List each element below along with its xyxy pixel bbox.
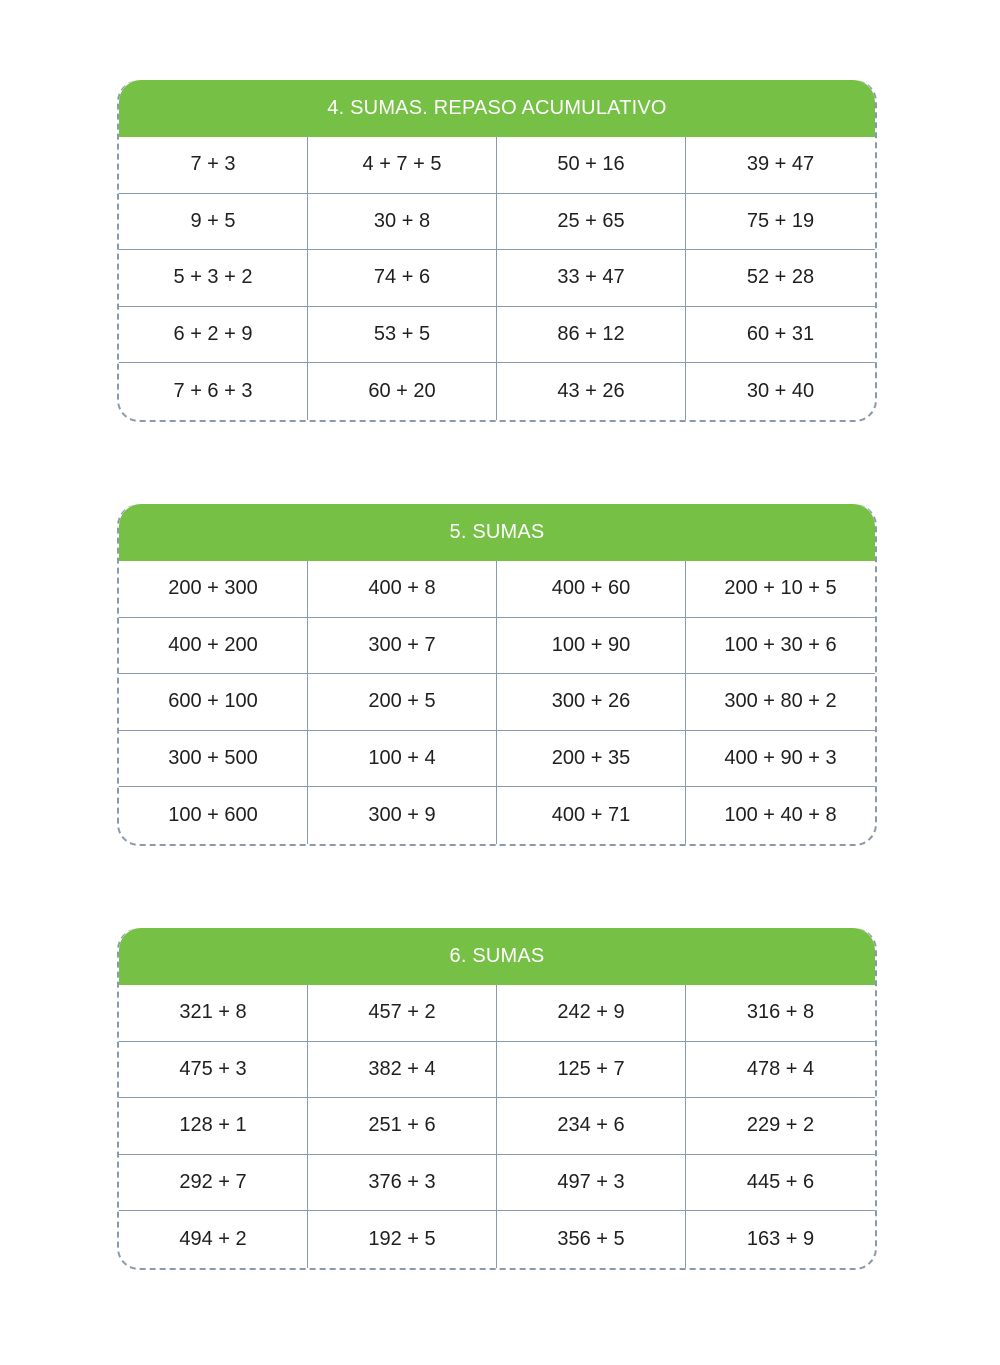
sum-cell: 400 + 60 (497, 561, 686, 618)
sum-cell: 300 + 9 (308, 787, 497, 844)
sum-cell: 497 + 3 (497, 1155, 686, 1212)
sum-cell: 30 + 40 (746, 380, 815, 403)
sum-cell: 300 + 26 (497, 674, 686, 731)
sum-cell: 229 + 2 (686, 1098, 875, 1155)
sum-cell: 100 + 4 (308, 731, 497, 788)
sum-cell: 292 + 7 (119, 1155, 308, 1212)
sum-cell: 5 + 3 + 2 (119, 250, 308, 307)
sum-cell: 242 + 9 (497, 985, 686, 1042)
sum-cell: 33 + 47 (497, 250, 686, 307)
sum-cell: 400 + 90 + 3 (686, 731, 875, 788)
exercise-grid (119, 561, 875, 844)
sum-cell: 457 + 2 (308, 985, 497, 1042)
sum-cell: 39 + 47 (686, 137, 875, 194)
sum-cell: 300 + 80 + 2 (686, 674, 875, 731)
sum-cell: 100 + 40 + 8 (724, 804, 837, 827)
sum-cell: 445 + 6 (686, 1155, 875, 1212)
card-title: 4. SUMAS. REPASO ACUMULATIVO (119, 80, 875, 137)
sum-cell: 125 + 7 (497, 1042, 686, 1099)
sum-cell: 200 + 10 + 5 (686, 561, 875, 618)
sum-cell: 100 + 90 (497, 618, 686, 675)
sum-cell: 75 + 19 (686, 194, 875, 251)
sum-cell: 400 + 8 (308, 561, 497, 618)
sum-cell: 100 + 600 (119, 787, 308, 844)
sum-cell: 25 + 65 (497, 194, 686, 251)
sum-cell: 200 + 35 (497, 731, 686, 788)
sum-cell: 200 + 5 (308, 674, 497, 731)
sum-cell: 60 + 31 (686, 307, 875, 364)
sum-cell: 86 + 12 (497, 307, 686, 364)
sum-cell: 74 + 6 (308, 250, 497, 307)
exercise-card-4 (117, 80, 877, 422)
sum-cell: 356 + 5 (497, 1211, 686, 1268)
sum-cell: 50 + 16 (497, 137, 686, 194)
sum-cell: 52 + 28 (686, 250, 875, 307)
card-title: 5. SUMAS (119, 504, 875, 561)
sum-cell: 7 + 3 (119, 137, 308, 194)
card-title: 6. SUMAS (119, 928, 875, 985)
sum-cell: 53 + 5 (308, 307, 497, 364)
sum-cell: 200 + 300 (119, 561, 308, 618)
sum-cell: 376 + 3 (308, 1155, 497, 1212)
sum-cell: 100 + 30 + 6 (686, 618, 875, 675)
sum-cell: 4 + 7 + 5 (308, 137, 497, 194)
sum-cell: 30 + 8 (308, 194, 497, 251)
sum-cell: 43 + 26 (497, 363, 686, 420)
sum-cell: 321 + 8 (119, 985, 308, 1042)
sum-cell: 382 + 4 (308, 1042, 497, 1099)
exercise-card-6 (117, 928, 877, 1270)
sum-cell: 128 + 1 (119, 1098, 308, 1155)
exercise-card-5 (117, 504, 877, 846)
sum-cell: 9 + 5 (119, 194, 308, 251)
sum-cell: 400 + 200 (119, 618, 308, 675)
sum-cell: 251 + 6 (308, 1098, 497, 1155)
sum-cell: 494 + 2 (119, 1211, 308, 1268)
exercise-grid (119, 985, 875, 1268)
exercise-grid (119, 137, 875, 420)
sum-cell: 316 + 8 (686, 985, 875, 1042)
sum-cell: 600 + 100 (119, 674, 308, 731)
sum-cell: 6 + 2 + 9 (119, 307, 308, 364)
sum-cell: 192 + 5 (308, 1211, 497, 1268)
sum-cell: 163 + 9 (746, 1228, 815, 1251)
sum-cell: 475 + 3 (119, 1042, 308, 1099)
sum-cell: 478 + 4 (686, 1042, 875, 1099)
sum-cell: 60 + 20 (308, 363, 497, 420)
sum-cell: 300 + 500 (119, 731, 308, 788)
sum-cell: 300 + 7 (308, 618, 497, 675)
sum-cell: 400 + 71 (497, 787, 686, 844)
sum-cell: 7 + 6 + 3 (119, 363, 308, 420)
sum-cell: 234 + 6 (497, 1098, 686, 1155)
